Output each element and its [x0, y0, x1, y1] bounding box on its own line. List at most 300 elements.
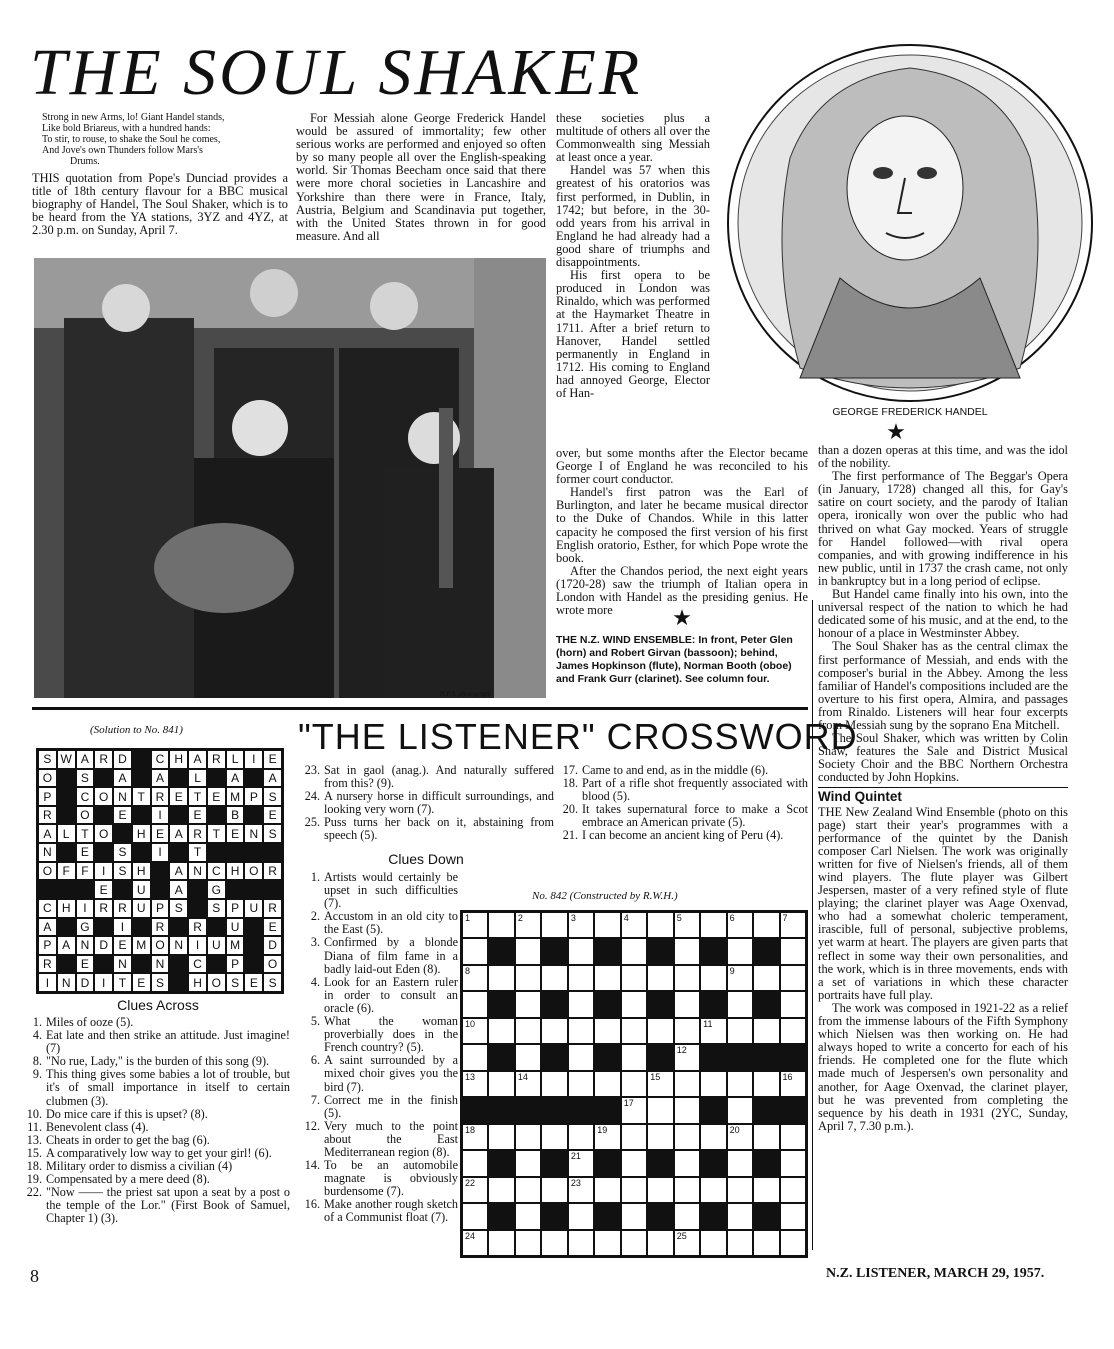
crossword-cell[interactable] [647, 1124, 673, 1150]
crossword-cell[interactable] [515, 1018, 541, 1044]
solution-cell [188, 955, 207, 974]
clue-number: 23. [304, 763, 320, 777]
crossword-cell[interactable] [568, 1124, 594, 1150]
solution-cell [207, 824, 226, 843]
solution-cell [57, 899, 76, 918]
crossword-cell[interactable] [515, 991, 541, 1017]
crossword-cell[interactable] [488, 1071, 514, 1097]
clue-number: 14. [304, 1158, 320, 1173]
crossword-cell[interactable] [621, 1018, 647, 1044]
solution-cell [113, 769, 132, 788]
clues-down-list-continued [556, 764, 808, 843]
solution-letter: S [268, 975, 277, 990]
solution-letter: S [155, 975, 164, 990]
solution-cell [151, 955, 170, 974]
solution-block [132, 769, 151, 788]
crossword-block [594, 1044, 620, 1070]
crossword-cell[interactable] [621, 1044, 647, 1070]
solution-letter: R [43, 808, 52, 823]
crossword-cell[interactable] [727, 1230, 753, 1256]
crossword-cell[interactable] [621, 1230, 647, 1256]
solution-block [244, 955, 263, 974]
clue-number: 24. [304, 789, 320, 804]
crossword-block [541, 1203, 567, 1229]
crossword-cell[interactable] [462, 912, 488, 938]
crossword-cell[interactable] [515, 1044, 541, 1070]
solution-letter: O [267, 957, 278, 972]
crossword-cell[interactable] [674, 965, 700, 991]
crossword-cell[interactable] [541, 912, 567, 938]
clue-text: Military order to dismiss a civilian (4) [46, 1159, 233, 1174]
solution-block [151, 862, 170, 881]
crossword-cell[interactable] [488, 1018, 514, 1044]
solution-cell [76, 936, 95, 955]
crossword-block [594, 1097, 620, 1123]
crossword-cell[interactable] [568, 965, 594, 991]
crossword-cell[interactable] [700, 1177, 726, 1203]
crossword-block [462, 1097, 488, 1123]
solution-letter: M [230, 938, 241, 953]
crossword-cell[interactable] [568, 1203, 594, 1229]
intro-column [32, 172, 288, 237]
crossword-cell[interactable] [594, 912, 620, 938]
crossword-cell[interactable] [594, 965, 620, 991]
clues-down-list [298, 871, 458, 1225]
clue-item [298, 764, 554, 790]
crossword-cell[interactable] [674, 1018, 700, 1044]
solution-cell [151, 787, 170, 806]
crossword-cell[interactable] [462, 1177, 488, 1203]
solution-cell [207, 880, 226, 899]
solution-letter: U [136, 882, 146, 897]
publication-footer: N.Z. LISTENER, MARCH 29, 1957. [826, 1266, 1045, 1281]
solution-letter: R [268, 901, 277, 916]
crossword-cell[interactable] [488, 965, 514, 991]
clue-number: 1 [465, 913, 471, 923]
solution-cell [263, 936, 282, 955]
solution-letter: T [118, 975, 127, 990]
solution-cell [226, 787, 245, 806]
crossword-cell[interactable] [515, 965, 541, 991]
crossword-cell[interactable] [621, 965, 647, 991]
crossword-cell[interactable] [727, 965, 753, 991]
solution-letter: O [80, 808, 90, 823]
crossword-cell[interactable] [700, 1230, 726, 1256]
crossword-cell[interactable] [621, 1071, 647, 1097]
solution-letter: H [136, 863, 146, 878]
solution-letter: P [231, 901, 240, 916]
crossword-cell[interactable] [568, 1044, 594, 1070]
handel-portrait [720, 38, 1100, 408]
crossword-cell[interactable] [621, 1124, 647, 1150]
crossword-cell[interactable] [727, 1097, 753, 1123]
crossword-cell[interactable] [647, 965, 673, 991]
crossword-cell[interactable] [462, 965, 488, 991]
clue-number: 9. [32, 1067, 42, 1082]
clue-item [298, 1159, 458, 1198]
solution-cell [188, 824, 207, 843]
crossword-block [488, 1097, 514, 1123]
crossword-cell[interactable] [780, 1203, 806, 1229]
clue-number: 9 [729, 965, 735, 976]
solution-cell [263, 955, 282, 974]
crossword-cell[interactable] [541, 1230, 567, 1256]
solution-cell [226, 806, 245, 825]
crossword-cell[interactable] [568, 1177, 594, 1203]
clue-text: Correct me in the finish (5). [324, 1092, 458, 1120]
crossword-cell[interactable] [594, 1018, 620, 1044]
solution-letter: E [268, 808, 277, 823]
solution-letter: T [193, 789, 202, 804]
crossword-cell[interactable] [753, 1177, 779, 1203]
crossword-cell[interactable] [594, 1124, 620, 1150]
clue-text: Very much to the point about the East Mediterranean region (8). [324, 1118, 458, 1159]
crossword-cell[interactable] [462, 1018, 488, 1044]
clue-text: Cheats in order to get the bag (6). [46, 1132, 210, 1147]
solution-letter: B [231, 808, 240, 823]
solution-cell [76, 787, 95, 806]
solution-cell [169, 750, 188, 769]
clue-number: 21. [562, 828, 578, 843]
crossword-cell[interactable] [780, 1230, 806, 1256]
crossword-block [647, 1203, 673, 1229]
crossword-cell[interactable] [674, 1203, 700, 1229]
solution-letter: E [80, 957, 89, 972]
crossword-cell[interactable] [568, 938, 594, 964]
crossword-block [700, 1044, 726, 1070]
crossword-cell[interactable] [727, 938, 753, 964]
solution-letter: U [230, 919, 240, 934]
solution-cell [113, 973, 132, 992]
crossword-cell[interactable] [568, 1018, 594, 1044]
crossword-cell[interactable] [674, 1177, 700, 1203]
crossword-cell[interactable] [700, 912, 726, 938]
solution-cell [151, 843, 170, 862]
clue-item [20, 1134, 290, 1147]
intro-paragraph: THIS quotation from Pope's Dunciad provides a title of 18th century flavour for a BBC musical biography of Handel, The Soul Shaker, which is to be heard from the YA stations, 3YZ and 4YZ, at 2.30 p.m. on Sunday, April 7. [32, 171, 288, 238]
crossword-cell[interactable] [674, 912, 700, 938]
solution-letter: O [99, 789, 109, 804]
crossword-cell[interactable] [647, 1097, 673, 1123]
solution-letter: I [252, 752, 256, 767]
solution-cell [188, 750, 207, 769]
solution-letter: C [193, 957, 202, 972]
solution-block [207, 843, 226, 862]
clue-item [556, 777, 808, 803]
solution-cell [244, 973, 263, 992]
crossword-cell[interactable] [700, 1071, 726, 1097]
solution-cell [113, 750, 132, 769]
solution-cell [188, 862, 207, 881]
crossword-block [753, 938, 779, 964]
crossword-block [647, 1150, 673, 1176]
crossword-cell[interactable] [753, 1230, 779, 1256]
crossword-cell[interactable] [674, 1230, 700, 1256]
solution-letter: S [268, 826, 277, 841]
crossword-cell[interactable] [568, 1071, 594, 1097]
crossword-cell[interactable] [753, 1071, 779, 1097]
solution-letter: C [43, 901, 52, 916]
crossword-cell[interactable] [674, 1150, 700, 1176]
solution-cell [57, 750, 76, 769]
solution-cell [188, 843, 207, 862]
clue-text: Do mice care if this is upset? (8). [46, 1106, 208, 1121]
solution-cell [226, 769, 245, 788]
crossword-cell[interactable] [727, 991, 753, 1017]
clue-number: 3. [310, 935, 320, 950]
crossword-cell[interactable] [727, 1150, 753, 1176]
solution-letter: D [80, 975, 90, 990]
crossword-cell[interactable] [621, 1177, 647, 1203]
ensemble-photo [34, 258, 546, 698]
clue-text: Make another rough sketch of a Communist float (7). [324, 1197, 458, 1225]
crossword-cell[interactable] [647, 1018, 673, 1044]
solution-cell [263, 862, 282, 881]
solution-letter: R [268, 863, 277, 878]
crossword-cell[interactable] [462, 938, 488, 964]
solution-cell [226, 750, 245, 769]
crossword-cell[interactable] [541, 1018, 567, 1044]
crossword-cell[interactable] [727, 1124, 753, 1150]
crossword-cell[interactable] [621, 1150, 647, 1176]
crossword-cell[interactable] [568, 912, 594, 938]
crossword-cell[interactable] [541, 1124, 567, 1150]
clue-number: 17. [562, 763, 578, 777]
crossword-cell[interactable] [515, 1177, 541, 1203]
crossword-cell[interactable] [674, 1097, 700, 1123]
solution-cell [207, 750, 226, 769]
clue-item [298, 1120, 458, 1159]
clue-number: 12. [304, 1118, 320, 1133]
crossword-cell[interactable] [674, 1071, 700, 1097]
solution-cell [244, 862, 263, 881]
solution-cell [169, 787, 188, 806]
solution-letter: E [155, 826, 164, 841]
solution-cell [38, 955, 57, 974]
solution-letter: E [99, 882, 108, 897]
solution-letter: R [43, 957, 52, 972]
crossword-cell[interactable] [515, 1124, 541, 1150]
crossword-cell[interactable] [753, 1124, 779, 1150]
clue-number: 20 [729, 1124, 740, 1135]
clue-text: Artists would certainly be upset in such difficulties (7). [324, 870, 458, 911]
crossword-cell[interactable] [515, 912, 541, 938]
solution-letter: I [120, 919, 125, 934]
solution-cell [263, 918, 282, 937]
solution-cell [226, 824, 245, 843]
crossword-block [488, 938, 514, 964]
solution-cell [76, 899, 95, 918]
crossword-cell[interactable] [515, 938, 541, 964]
crossword-cell[interactable] [780, 991, 806, 1017]
solution-letter: I [158, 808, 162, 823]
clue-text: To be an automobile magnate is obviously burdensome (7). [324, 1158, 458, 1199]
crossword-cell[interactable] [700, 965, 726, 991]
solution-letter: P [43, 938, 52, 953]
crossword-cell[interactable] [462, 1230, 488, 1256]
crossword-cell[interactable] [515, 1071, 541, 1097]
crossword-cell[interactable] [515, 1230, 541, 1256]
ensemble-photo-image [34, 258, 546, 698]
clue-item [20, 1029, 290, 1055]
solution-letter: U [136, 901, 146, 916]
crossword-cell[interactable] [780, 938, 806, 964]
crossword-cell[interactable] [462, 991, 488, 1017]
crossword-cell[interactable] [515, 1150, 541, 1176]
solution-letter: C [80, 789, 90, 804]
solution-letter: L [231, 752, 239, 767]
crossword-cell[interactable] [462, 1203, 488, 1229]
solution-cell [169, 880, 188, 899]
clue-text: Eat late and then strike an attitude. Just imagine! (7) [46, 1028, 290, 1056]
clue-item [298, 1054, 458, 1093]
solution-block [57, 955, 76, 974]
crossword-cell[interactable] [700, 1124, 726, 1150]
crossword-cell[interactable] [594, 1177, 620, 1203]
solution-letter: W [60, 752, 72, 767]
solution-letter: U [249, 901, 259, 916]
crossword-cell[interactable] [462, 1071, 488, 1097]
crossword-block [647, 938, 673, 964]
crossword-cell[interactable] [462, 1044, 488, 1070]
crossword-cell[interactable] [621, 1097, 647, 1123]
crossword-cell[interactable] [568, 991, 594, 1017]
crossword-cell[interactable] [674, 938, 700, 964]
crossword-cell[interactable] [462, 1150, 488, 1176]
portrait-caption: GEORGE FREDERICK HANDEL [832, 406, 988, 418]
crossword-block [753, 1150, 779, 1176]
solution-letter: A [174, 826, 183, 841]
solution-block [244, 769, 263, 788]
crossword-cell[interactable] [727, 1071, 753, 1097]
solution-block [207, 806, 226, 825]
crossword-cell[interactable] [647, 1177, 673, 1203]
crossword-cell[interactable] [594, 1230, 620, 1256]
article-paragraph: For Messiah alone George Frederick Handel would be assured of immortality; few other serious works are performed and enjoyed so often by so many people all over the English-speaking world. Sir Thomas Beecham once said that there were more choral societies in Lancashire and Yorkshire than there were in France, Italy, Austria, Belgium and Scandinavia put together, with the United States thrown in for good measure. And all [296, 111, 546, 243]
solution-block [57, 769, 76, 788]
crossword-cell[interactable] [541, 1071, 567, 1097]
clue-text: Benevolent class (4). [46, 1119, 149, 1134]
crossword-block [753, 991, 779, 1017]
clue-item [20, 1186, 290, 1225]
solution-letter: U [211, 938, 221, 953]
clue-text: Miles of ooze (5). [46, 1015, 134, 1029]
crossword-cell[interactable] [780, 1018, 806, 1044]
crossword-cell[interactable] [674, 1044, 700, 1070]
crossword-cell[interactable] [515, 1203, 541, 1229]
crossword-cell[interactable] [647, 1071, 673, 1097]
solution-cell [226, 899, 245, 918]
crossword-cell[interactable] [780, 1071, 806, 1097]
solution-cell [94, 787, 113, 806]
clue-number: 13. [26, 1132, 42, 1147]
solution-letter: S [118, 863, 127, 878]
crossword-cell[interactable] [488, 1177, 514, 1203]
section-divider [32, 707, 808, 710]
solution-block [94, 955, 113, 974]
solution-letter: A [43, 919, 52, 934]
solution-letter: E [174, 789, 183, 804]
crossword-cell[interactable] [727, 1177, 753, 1203]
crossword-cell[interactable] [621, 938, 647, 964]
crossword-cell[interactable] [727, 1018, 753, 1044]
crossword-cell[interactable] [541, 965, 567, 991]
crossword-cell[interactable] [780, 912, 806, 938]
crossword-cell[interactable] [780, 1177, 806, 1203]
crossword-cell[interactable] [621, 991, 647, 1017]
crossword-cell[interactable] [488, 912, 514, 938]
crossword-cell[interactable] [753, 1018, 779, 1044]
crossword-cell[interactable] [647, 1230, 673, 1256]
crossword-block [780, 1097, 806, 1123]
solution-cell [207, 862, 226, 881]
solution-letter: A [193, 752, 202, 767]
solution-letter: R [155, 919, 165, 934]
article-paragraph: The work was composed in 1921-22 as a relief from the immense labours of the Fifth Symphony which Nielsen was then working on. He had always hoped to write a concerto for each of his friends. He completed one for the flute which made much of Jespersen's own personality and another, for Aage Oxenvad, the clarinet player, but he was prevented from completing the sequence by his death in 1931 (2YC, Sunday, April 7, 7.30 p.m.). [818, 1000, 1068, 1133]
crossword-cell[interactable] [700, 1018, 726, 1044]
crossword-cell[interactable] [621, 1203, 647, 1229]
crossword-cell[interactable] [621, 912, 647, 938]
crossword-cell[interactable] [753, 965, 779, 991]
clues-across-list-continued [298, 764, 554, 843]
page-title: THE SOUL SHAKER [30, 36, 643, 109]
solution-letter: R [193, 826, 202, 841]
crossword-block [700, 1097, 726, 1123]
solution-cell [76, 918, 95, 937]
solution-cell [94, 880, 113, 899]
article-paragraph: over, but some months after the Elector became George I of England he was reconciled to his former court conductor. [556, 446, 808, 487]
crossword-cell[interactable] [594, 1071, 620, 1097]
crossword-cell[interactable] [647, 912, 673, 938]
solution-cell [132, 824, 151, 843]
crossword-cell[interactable] [568, 1230, 594, 1256]
solution-letter: I [195, 938, 200, 953]
solution-block [38, 880, 57, 899]
crossword-cell[interactable] [780, 965, 806, 991]
solution-cell [57, 973, 76, 992]
solution-letter: I [158, 845, 162, 860]
solution-cell [38, 862, 57, 881]
solution-cell [226, 955, 245, 974]
crossword-cell[interactable] [674, 1124, 700, 1150]
crossword-cell[interactable] [541, 1177, 567, 1203]
crossword-block [594, 1150, 620, 1176]
epigraph [42, 112, 288, 167]
solution-letter: O [155, 938, 165, 953]
clue-number: 18. [26, 1159, 42, 1174]
article-paragraph: Handel's first patron was the Earl of Burlington, and later he became musical director to the Duke of Chandos. While in this latter capacity he composed the first version of his first English oratorio, Esther, for which Pope wrote the book. [556, 485, 808, 565]
crossword-cell[interactable] [568, 1150, 594, 1176]
solution-letter: G [211, 882, 221, 897]
crossword-cell[interactable] [780, 1124, 806, 1150]
solution-letter: O [42, 863, 53, 878]
crossword-block [594, 938, 620, 964]
crossword-cell[interactable] [462, 1124, 488, 1150]
crossword-cell[interactable] [780, 1150, 806, 1176]
crossword-cell[interactable] [488, 1230, 514, 1256]
crossword-cell[interactable] [753, 912, 779, 938]
clue-number: 22. [26, 1185, 42, 1200]
crossword-cell[interactable] [488, 1124, 514, 1150]
crossword-cell[interactable] [727, 1203, 753, 1229]
crossword-cell[interactable] [674, 991, 700, 1017]
solution-cell [151, 973, 170, 992]
crossword-cell[interactable] [727, 912, 753, 938]
article-paragraph: The Soul Shaker has as the central climax the first performance of Messiah, and ends with the composer's burial in the Abbey. Among the less familiar of Handel's compositions included are the overture to his first opera, Almira, and passages from Rinaldo. Listeners will hear four excerpts from Messiah sung by the soprano Ena Mitchell. [818, 639, 1068, 732]
clue-number: 1. [32, 1015, 42, 1029]
clue-text: This thing gives some babies a lot of trouble, but it's of small importance in itself to certain clubmen (3). [46, 1067, 290, 1108]
solution-letter: H [61, 901, 71, 916]
